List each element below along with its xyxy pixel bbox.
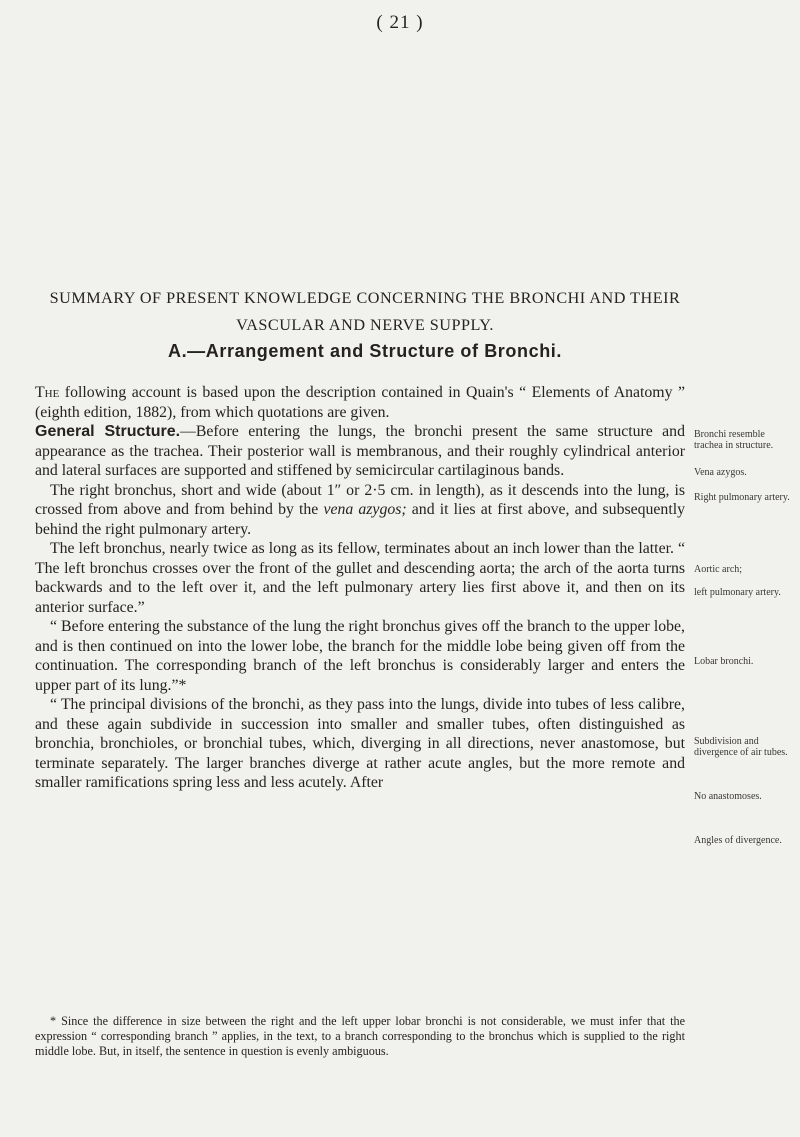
margin-note: left pulmonary artery. (694, 587, 781, 598)
running-title: SUMMARY OF PRESENT KNOWLEDGE CONCERNING THE BRONCHI AND THEIR VASCULAR AND NERVE SUPPLY. (49, 289, 681, 334)
paragraph-text: The right bronchus, short and wide (about 1″ or 2·5 cm. in length), as it descends into the lung, is crossed from above and from behind by the (35, 481, 685, 518)
italic-term: vena azygos; (323, 501, 407, 518)
margin-note: Subdivision and divergence of air tubes. (694, 736, 788, 758)
paragraph-text: following account is based upon the description contained in Quain's “ Elements of Anatomy ” (eighth edition, 1882), from which quotations are given. (35, 384, 685, 421)
margin-note: Vena azygos. (694, 467, 747, 478)
paragraph-left-bronchus: The left bronchus, nearly twice as long as its fellow, terminates about an inch lower than the latter. “ The left bronchus crosses over the front of the gullet and descending aorta; the arch of the aorta turns backwards and to the left over it, and the left pulmonary artery lies first above it, and then on its anterior surface.” (35, 540, 685, 616)
paragraph-general-structure (35, 422, 685, 481)
paragraph-subdivisions: “ The principal divisions of the bronchi, as they pass into the lungs, divide into tubes of less calibre, and these again subdivide in succession into smaller and smaller tubes, often distinguished as bronchia, bronchioles, or bronchial tubes, which, diverging in all directions, never anastomose, but terminate separately. The larger branches diverge at rather acute angles, but the more remote and smaller ramifications spring less and less acutely. After (35, 696, 685, 791)
margin-note: Right pulmonary artery. (694, 492, 790, 503)
paragraph-intro (35, 383, 685, 422)
footnote-text: * Since the difference in size between the right and the left upper lobar bronchi is not considerable, we must infer that the expression “ corresponding branch ” applies, in the text, to a branch corresponding to the bronchus which is supplied to the right middle lobe. But, in itself, the sentence in question is evenly ambiguous. (35, 1014, 685, 1059)
margin-note: Angles of divergence. (694, 835, 782, 846)
body-text (35, 383, 685, 793)
paragraph-lobar-branches: “ Before entering the substance of the lung the right bronchus gives off the branch to the upper lobe, and is then continued on into the lower lobe, the branch for the middle lobe being given off from the continuation. The corresponding branch of the left bronchus is considerably larger and enters the upper part of its lung.”* (35, 618, 685, 694)
margin-note: No anastomoses. (694, 791, 762, 802)
section-heading: A.—Arrangement and Structure of Bronchi. (167, 341, 563, 361)
footnote (35, 1014, 685, 1060)
paragraph-text: and it lies at first above, and subsequently behind the right pulmonary artery. (35, 501, 686, 538)
paragraph-right-bronchus (35, 481, 685, 540)
margin-note: Bronchi resemble trachea in structure. (694, 429, 774, 451)
run-in-heading: General Structure. (35, 423, 181, 440)
margin-note: Lobar bronchi. (694, 656, 754, 667)
paragraph-lead-word: The (35, 384, 60, 401)
paragraph-text: —Before entering the lungs, the bronchi present the same structure and appearance as the trachea. Their posterior wall is membranous, and their roughly cylindrical anterior and lateral surfaces are supported and stiffened by semicircular cartilaginous bands. (35, 423, 685, 479)
margin-note: Aortic arch; (694, 564, 743, 575)
page-number: ( 21 ) (376, 12, 424, 33)
